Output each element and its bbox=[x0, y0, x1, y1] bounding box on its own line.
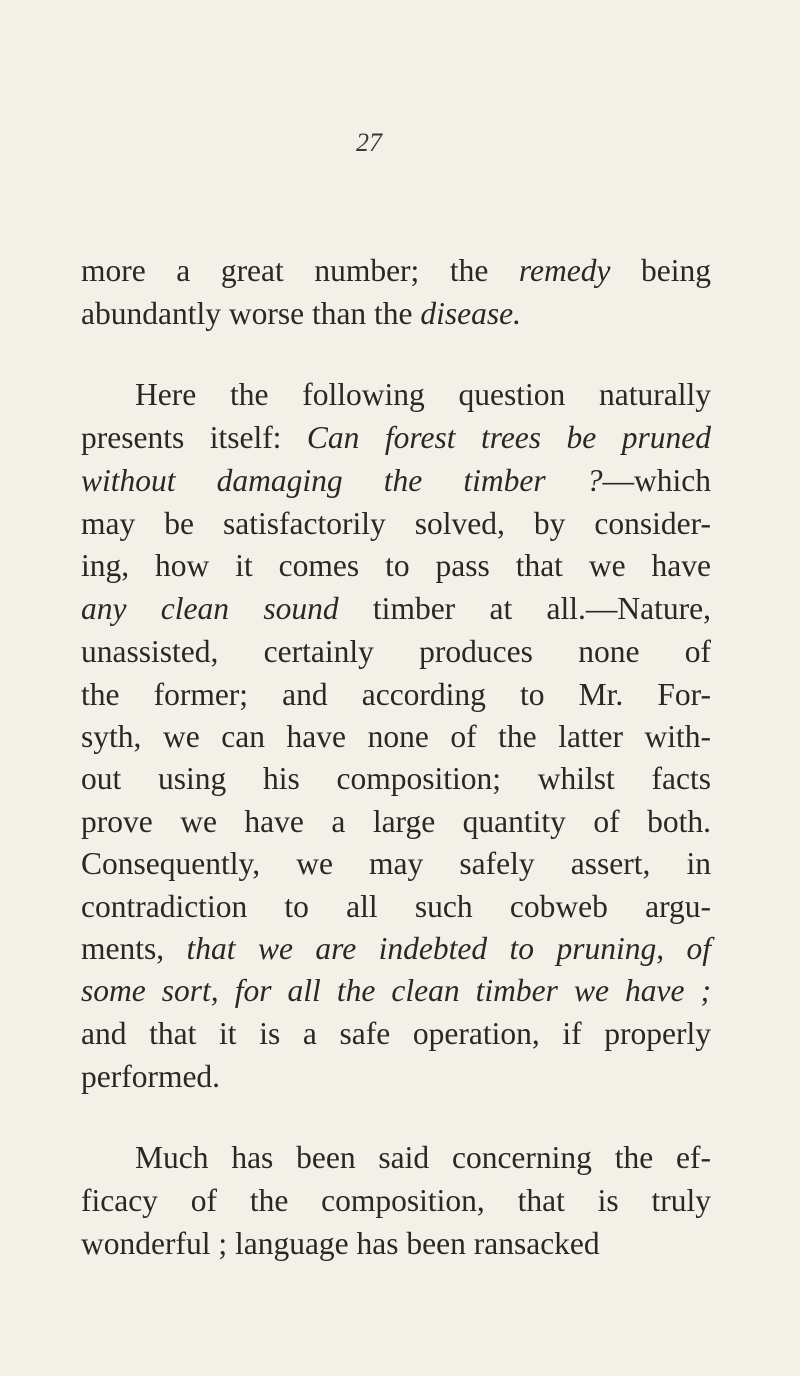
line-content bbox=[135, 379, 711, 411]
text-run: Much has been said concerning the ef- bbox=[135, 1140, 711, 1175]
text-run: timber at all.—Nature, bbox=[338, 591, 711, 626]
text-run: wonderful ; language has been ransacked bbox=[81, 1226, 600, 1261]
page-number: 27 bbox=[356, 128, 382, 157]
text-line bbox=[0, 891, 800, 923]
text-run: ing, how it comes to pass that we have bbox=[81, 548, 711, 583]
text-line bbox=[0, 298, 800, 330]
text-line bbox=[0, 933, 800, 965]
text-line bbox=[0, 848, 800, 880]
text-run: and that it is a safe operation, if properly bbox=[81, 1016, 711, 1051]
line-content bbox=[81, 593, 711, 625]
text-run: abundantly worse than the bbox=[81, 296, 421, 331]
text-line bbox=[0, 1018, 800, 1050]
italic-text: that we are indebted to pruning, of bbox=[186, 931, 711, 966]
text-line bbox=[0, 465, 800, 497]
line-content bbox=[81, 636, 711, 668]
line-content bbox=[81, 550, 711, 582]
italic-text: disease. bbox=[420, 296, 522, 331]
text-line bbox=[0, 806, 800, 838]
italic-text: any clean sound bbox=[81, 591, 339, 626]
text-run: ficacy of the composition, that is truly bbox=[81, 1183, 711, 1218]
text-line bbox=[0, 508, 800, 540]
line-content bbox=[81, 1228, 600, 1260]
text-line bbox=[0, 636, 800, 668]
line-content bbox=[81, 255, 711, 287]
line-content bbox=[81, 806, 711, 838]
italic-text: without damaging the timber ? bbox=[81, 463, 603, 498]
text-line bbox=[0, 975, 800, 1007]
text-run: unassisted, certainly produces none of bbox=[81, 634, 711, 669]
line-content bbox=[81, 848, 711, 880]
text-line bbox=[0, 721, 800, 753]
text-run: being bbox=[610, 253, 711, 288]
text-run: syth, we can have none of the latter with- bbox=[81, 719, 711, 754]
text-run: Consequently, we may safely assert, in bbox=[81, 846, 711, 881]
text-line bbox=[0, 679, 800, 711]
text-line bbox=[0, 550, 800, 582]
text-run: prove we have a large quantity of both. bbox=[81, 804, 711, 839]
line-content bbox=[81, 465, 711, 497]
line-content bbox=[81, 763, 711, 795]
line-content bbox=[81, 933, 711, 965]
line-content bbox=[81, 721, 711, 753]
text-line bbox=[0, 422, 800, 454]
line-content bbox=[81, 1018, 711, 1050]
line-content bbox=[81, 298, 521, 330]
text-run: out using his composition; whilst facts bbox=[81, 761, 711, 796]
line-content bbox=[81, 891, 711, 923]
text-line bbox=[0, 1185, 800, 1217]
line-content bbox=[81, 422, 711, 454]
line-content bbox=[81, 1061, 220, 1093]
italic-text: some sort, for all the clean timber we have ; bbox=[81, 973, 711, 1008]
text-line bbox=[0, 1061, 800, 1093]
text-line bbox=[0, 593, 800, 625]
text-line bbox=[0, 1228, 800, 1260]
text-run: more a great number; the bbox=[81, 253, 519, 288]
text-run: may be satisfactorily solved, by consider- bbox=[81, 506, 711, 541]
italic-text: Can forest trees be pruned bbox=[306, 420, 711, 455]
text-line bbox=[0, 763, 800, 795]
text-line bbox=[0, 255, 800, 287]
line-content bbox=[81, 975, 711, 1007]
text-line bbox=[0, 379, 800, 411]
text-run: presents itself: bbox=[81, 420, 307, 455]
text-run: contradiction to all such cobweb argu- bbox=[81, 889, 711, 924]
text-run: —which bbox=[602, 463, 711, 498]
line-content bbox=[81, 508, 711, 540]
text-line bbox=[0, 1142, 800, 1174]
line-content bbox=[81, 1185, 711, 1217]
text-run: Here the following question naturally bbox=[135, 377, 711, 412]
text-run: ments, bbox=[81, 931, 187, 966]
text-run: the former; and according to Mr. For- bbox=[81, 677, 711, 712]
text-run: performed. bbox=[81, 1059, 221, 1094]
italic-text: remedy bbox=[518, 253, 611, 288]
line-content bbox=[135, 1142, 711, 1174]
line-content bbox=[81, 679, 711, 711]
